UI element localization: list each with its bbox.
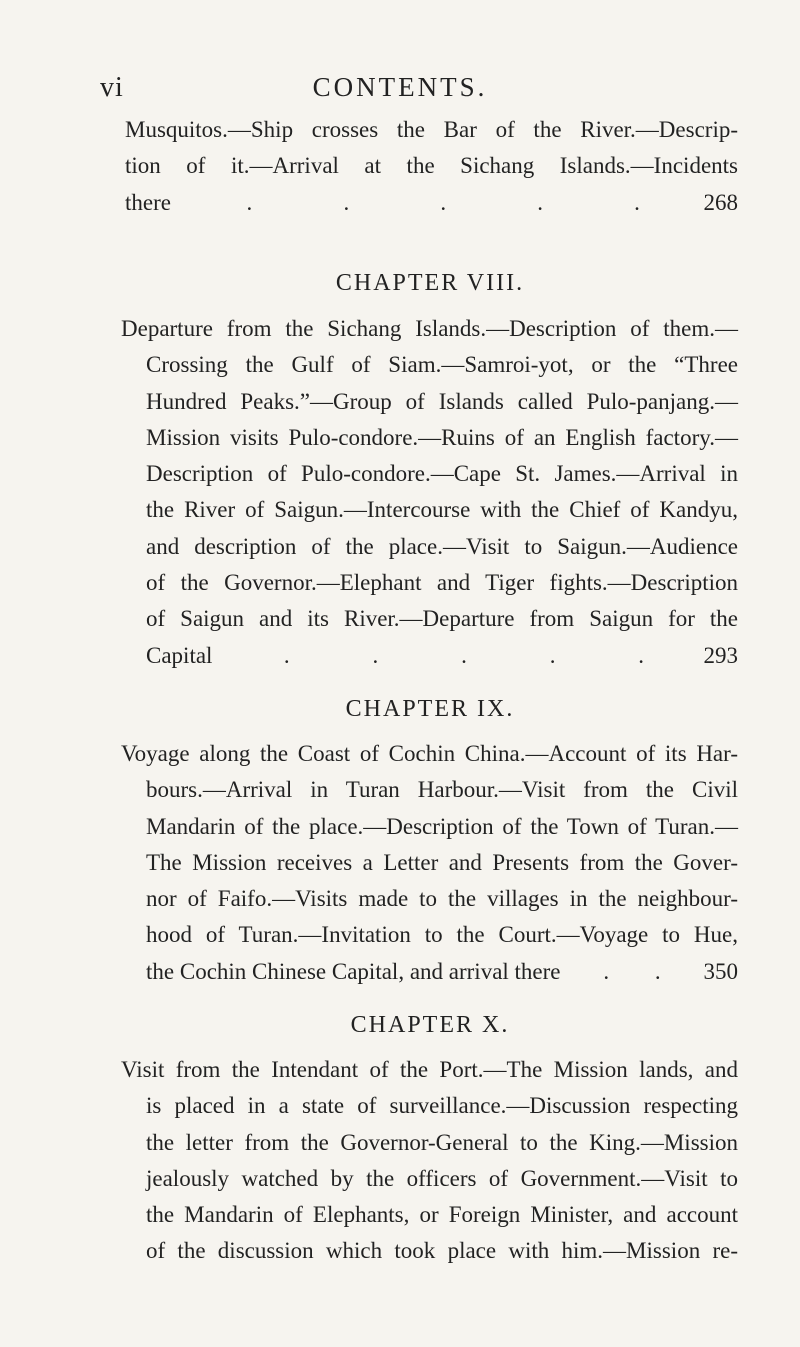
chapter-heading: CHAPTER IX. bbox=[345, 696, 515, 722]
entry-leader-text: there bbox=[125, 189, 171, 215]
chapter-heading: CHAPTER X. bbox=[350, 1012, 510, 1038]
entry-leader-text: the Cochin Chinese Capital, and arrival there bbox=[146, 958, 561, 984]
entry-leader-text: Capital bbox=[146, 642, 213, 668]
entry-line: The Mission receives a Letter and Presents from the Gover- bbox=[146, 849, 738, 875]
entry-line: of the discussion which took place with him.—Mission re- bbox=[146, 1238, 738, 1264]
entry-page-number: 268 bbox=[703, 189, 738, 215]
entry-line: Musquitos.—Ship crosses the Bar of the River.—Descrip- bbox=[125, 117, 738, 142]
entry-line: bours.—Arrival in Turan Harbour.—Visit from the Civil bbox=[146, 777, 738, 803]
chapter-summary bbox=[121, 311, 738, 674]
leader-dots: . . . . . bbox=[246, 189, 640, 215]
entry-line: Hundred Peaks.”—Group of Islands called Pulo-panjang.— bbox=[146, 388, 738, 414]
entry-line: Departure from the Sichang Islands.—Description of them.— bbox=[121, 316, 738, 341]
entry-line: is placed in a state of surveillance.—Discussion respecting bbox=[146, 1093, 738, 1119]
running-title: CONTENTS. bbox=[312, 72, 488, 102]
entry-leader-line bbox=[146, 954, 738, 990]
entry-line: of the Governor.—Elephant and Tiger fights.—Description bbox=[146, 570, 738, 596]
entry-page-number: 350 bbox=[703, 958, 738, 984]
chapter-heading: CHAPTER VIII. bbox=[335, 270, 525, 296]
entry-line: Voyage along the Coast of Cochin China.—Account of its Har- bbox=[121, 741, 738, 766]
leader-dots: . . bbox=[603, 958, 661, 984]
entry-leader-line bbox=[125, 185, 738, 221]
entry-line: Visit from the Intendant of the Port.—The Mission lands, and bbox=[121, 1057, 738, 1082]
contents-entry-continuation bbox=[125, 112, 738, 221]
entry-page-number: 293 bbox=[703, 642, 738, 668]
entry-line: Mandarin of the place.—Description of the Town of Turan.— bbox=[146, 813, 738, 839]
entry-line: tion of it.—Arrival at the Sichang Islands.—Incidents bbox=[125, 153, 738, 179]
entry-line: jealously watched by the officers of Government.—Visit to bbox=[146, 1165, 738, 1191]
entry-line: Description of Pulo-condore.—Cape St. James.—Arrival in bbox=[146, 461, 738, 487]
entry-line: nor of Faifo.—Visits made to the villages in the neighbour- bbox=[146, 886, 738, 912]
entry-line: and description of the place.—Visit to Saigun.—Audience bbox=[146, 533, 738, 559]
chapter-summary bbox=[121, 736, 738, 990]
entry-line: the Mandarin of Elephants, or Foreign Minister, and account bbox=[146, 1202, 738, 1228]
entry-line: of Saigun and its River.—Departure from Saigun for the bbox=[146, 606, 738, 632]
page-number: vi bbox=[100, 72, 124, 103]
entry-line: the letter from the Governor-General to the King.—Mission bbox=[146, 1129, 738, 1155]
entry-line: the River of Saigun.—Intercourse with the Chief of Kandyu, bbox=[146, 497, 738, 523]
entry-line: hood of Turan.—Invitation to the Court.—Voyage to Hue, bbox=[146, 922, 738, 948]
entry-leader-line bbox=[146, 638, 738, 674]
page-header bbox=[100, 72, 700, 112]
chapter-summary bbox=[121, 1052, 738, 1270]
entry-line: Crossing the Gulf of Siam.—Samroi-yot, or the “Three bbox=[146, 352, 738, 378]
entry-line: Mission visits Pulo-condore.—Ruins of an English factory.— bbox=[146, 424, 738, 450]
leader-dots: . . . . . bbox=[283, 642, 645, 668]
